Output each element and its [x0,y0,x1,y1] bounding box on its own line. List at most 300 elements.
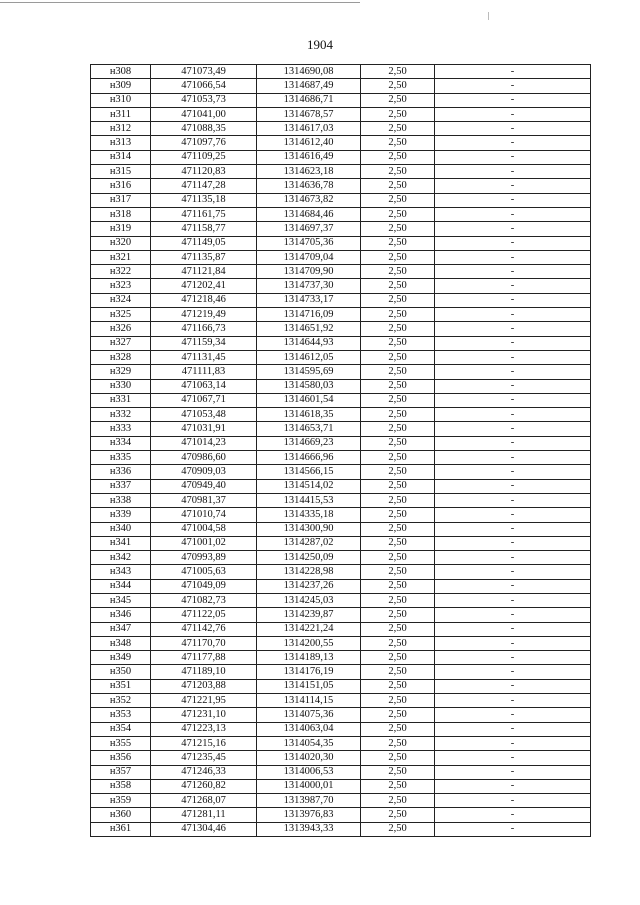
note-cell: - [435,579,591,593]
x-coordinate-cell: 471170,70 [151,636,257,650]
accuracy-cell: 2,50 [361,779,435,793]
table-row [91,308,591,322]
point-id-cell: н318 [91,207,151,221]
accuracy-cell: 2,50 [361,751,435,765]
point-id-cell: н345 [91,593,151,607]
point-id-cell: н343 [91,565,151,579]
y-coordinate-cell: 1314618,35 [257,408,361,422]
point-id-cell: н352 [91,694,151,708]
table-row [91,336,591,350]
accuracy-cell: 2,50 [361,694,435,708]
x-coordinate-cell: 471149,05 [151,236,257,250]
note-cell: - [435,636,591,650]
table-row [91,722,591,736]
note-cell: - [435,808,591,822]
y-coordinate-cell: 1314415,53 [257,493,361,507]
point-id-cell: н308 [91,65,151,79]
table-row [91,665,591,679]
point-id-cell: н347 [91,622,151,636]
accuracy-cell: 2,50 [361,436,435,450]
accuracy-cell: 2,50 [361,536,435,550]
y-coordinate-cell: 1314616,49 [257,150,361,164]
point-id-cell: н317 [91,193,151,207]
point-id-cell: н350 [91,665,151,679]
x-coordinate-cell: 471004,58 [151,522,257,536]
note-cell: - [435,236,591,250]
y-coordinate-cell: 1314636,78 [257,179,361,193]
table-row [91,365,591,379]
y-coordinate-cell: 1314300,90 [257,522,361,536]
y-coordinate-cell: 1314684,46 [257,207,361,221]
accuracy-cell: 2,50 [361,350,435,364]
point-id-cell: н337 [91,479,151,493]
table-row [91,508,591,522]
accuracy-cell: 2,50 [361,665,435,679]
point-id-cell: н338 [91,493,151,507]
x-coordinate-cell: 471073,49 [151,65,257,79]
y-coordinate-cell: 1314514,02 [257,479,361,493]
point-id-cell: н331 [91,393,151,407]
table-row [91,422,591,436]
table-row [91,379,591,393]
x-coordinate-cell: 471166,73 [151,322,257,336]
table-row [91,679,591,693]
note-cell: - [435,193,591,207]
y-coordinate-cell: 1314669,23 [257,436,361,450]
accuracy-cell: 2,50 [361,579,435,593]
note-cell: - [435,536,591,550]
point-id-cell: н341 [91,536,151,550]
table-row [91,565,591,579]
point-id-cell: н348 [91,636,151,650]
note-cell: - [435,279,591,293]
x-coordinate-cell: 471203,88 [151,679,257,693]
coordinates-table-body [91,65,591,837]
point-id-cell: н320 [91,236,151,250]
accuracy-cell: 2,50 [361,565,435,579]
accuracy-cell: 2,50 [361,279,435,293]
y-coordinate-cell: 1314653,71 [257,422,361,436]
y-coordinate-cell: 1314673,82 [257,193,361,207]
table-row [91,207,591,221]
point-id-cell: н323 [91,279,151,293]
table-row [91,193,591,207]
note-cell: - [435,422,591,436]
accuracy-cell: 2,50 [361,393,435,407]
y-coordinate-cell: 1314644,93 [257,336,361,350]
x-coordinate-cell: 471135,18 [151,193,257,207]
accuracy-cell: 2,50 [361,250,435,264]
table-row [91,79,591,93]
accuracy-cell: 2,50 [361,465,435,479]
top-rule [0,2,360,3]
point-id-cell: н325 [91,308,151,322]
y-coordinate-cell: 1314020,30 [257,751,361,765]
table-row [91,579,591,593]
point-id-cell: н357 [91,765,151,779]
y-coordinate-cell: 1314245,03 [257,593,361,607]
accuracy-cell: 2,50 [361,551,435,565]
x-coordinate-cell: 471010,74 [151,508,257,522]
y-coordinate-cell: 1314200,55 [257,636,361,650]
y-coordinate-cell: 1314006,53 [257,765,361,779]
coordinates-table [90,64,591,837]
point-id-cell: н328 [91,350,151,364]
note-cell: - [435,250,591,264]
note-cell: - [435,336,591,350]
note-cell: - [435,165,591,179]
y-coordinate-cell: 1314221,24 [257,622,361,636]
point-id-cell: н356 [91,751,151,765]
table-row [91,765,591,779]
x-coordinate-cell: 471135,87 [151,250,257,264]
accuracy-cell: 2,50 [361,207,435,221]
accuracy-cell: 2,50 [361,379,435,393]
note-cell: - [435,551,591,565]
point-id-cell: н332 [91,408,151,422]
accuracy-cell: 2,50 [361,622,435,636]
x-coordinate-cell: 471097,76 [151,136,257,150]
accuracy-cell: 2,50 [361,408,435,422]
point-id-cell: н354 [91,722,151,736]
accuracy-cell: 2,50 [361,107,435,121]
point-id-cell: н340 [91,522,151,536]
point-id-cell: н336 [91,465,151,479]
y-coordinate-cell: 1314176,19 [257,665,361,679]
y-coordinate-cell: 1314709,04 [257,250,361,264]
point-id-cell: н311 [91,107,151,121]
table-row [91,751,591,765]
x-coordinate-cell: 471053,48 [151,408,257,422]
table-row [91,279,591,293]
point-id-cell: н359 [91,794,151,808]
table-row [91,522,591,536]
note-cell: - [435,522,591,536]
note-cell: - [435,493,591,507]
note-cell: - [435,350,591,364]
x-coordinate-cell: 471218,46 [151,293,257,307]
point-id-cell: н324 [91,293,151,307]
point-id-cell: н321 [91,250,151,264]
y-coordinate-cell: 1314617,03 [257,122,361,136]
note-cell: - [435,565,591,579]
accuracy-cell: 2,50 [361,179,435,193]
point-id-cell: н361 [91,822,151,836]
table-row [91,465,591,479]
note-cell: - [435,751,591,765]
accuracy-cell: 2,50 [361,293,435,307]
x-coordinate-cell: 471067,71 [151,393,257,407]
point-id-cell: н319 [91,222,151,236]
note-cell: - [435,665,591,679]
y-coordinate-cell: 1313976,83 [257,808,361,822]
point-id-cell: н313 [91,136,151,150]
note-cell: - [435,222,591,236]
point-id-cell: н349 [91,651,151,665]
accuracy-cell: 2,50 [361,736,435,750]
accuracy-cell: 2,50 [361,93,435,107]
table-row [91,408,591,422]
accuracy-cell: 2,50 [361,322,435,336]
x-coordinate-cell: 471223,13 [151,722,257,736]
accuracy-cell: 2,50 [361,222,435,236]
table-row [91,65,591,79]
x-coordinate-cell: 471304,46 [151,822,257,836]
point-id-cell: н316 [91,179,151,193]
y-coordinate-cell: 1314733,17 [257,293,361,307]
note-cell: - [435,65,591,79]
y-coordinate-cell: 1314612,05 [257,350,361,364]
accuracy-cell: 2,50 [361,265,435,279]
accuracy-cell: 2,50 [361,508,435,522]
x-coordinate-cell: 471109,25 [151,150,257,164]
page-number: 1904 [307,37,333,52]
y-coordinate-cell: 1314697,37 [257,222,361,236]
point-id-cell: н358 [91,779,151,793]
point-id-cell: н327 [91,336,151,350]
x-coordinate-cell: 471066,54 [151,79,257,93]
table-row [91,322,591,336]
x-coordinate-cell: 471158,77 [151,222,257,236]
point-id-cell: н333 [91,422,151,436]
x-coordinate-cell: 471159,34 [151,336,257,350]
x-coordinate-cell: 471189,10 [151,665,257,679]
table-row [91,593,591,607]
accuracy-cell: 2,50 [361,236,435,250]
table-row [91,551,591,565]
y-coordinate-cell: 1313943,33 [257,822,361,836]
accuracy-cell: 2,50 [361,79,435,93]
x-coordinate-cell: 470949,40 [151,479,257,493]
accuracy-cell: 2,50 [361,150,435,164]
table-row [91,236,591,250]
note-cell: - [435,207,591,221]
y-coordinate-cell: 1314000,01 [257,779,361,793]
table-row [91,107,591,121]
point-id-cell: н353 [91,708,151,722]
note-cell: - [435,293,591,307]
y-coordinate-cell: 1314687,49 [257,79,361,93]
table-row [91,708,591,722]
y-coordinate-cell: 1314580,03 [257,379,361,393]
table-row [91,794,591,808]
point-id-cell: н326 [91,322,151,336]
x-coordinate-cell: 471231,10 [151,708,257,722]
x-coordinate-cell: 471111,83 [151,365,257,379]
accuracy-cell: 2,50 [361,308,435,322]
accuracy-cell: 2,50 [361,522,435,536]
x-coordinate-cell: 471221,95 [151,694,257,708]
x-coordinate-cell: 471202,41 [151,279,257,293]
x-coordinate-cell: 471049,09 [151,579,257,593]
accuracy-cell: 2,50 [361,765,435,779]
point-id-cell: н312 [91,122,151,136]
table-row [91,651,591,665]
accuracy-cell: 2,50 [361,336,435,350]
accuracy-cell: 2,50 [361,365,435,379]
accuracy-cell: 2,50 [361,65,435,79]
x-coordinate-cell: 471001,02 [151,536,257,550]
accuracy-cell: 2,50 [361,193,435,207]
y-coordinate-cell: 1314690,08 [257,65,361,79]
x-coordinate-cell: 471088,35 [151,122,257,136]
y-coordinate-cell: 1314716,09 [257,308,361,322]
y-coordinate-cell: 1314063,04 [257,722,361,736]
note-cell: - [435,722,591,736]
y-coordinate-cell: 1314595,69 [257,365,361,379]
x-coordinate-cell: 471131,45 [151,350,257,364]
y-coordinate-cell: 1314612,40 [257,136,361,150]
table-row [91,150,591,164]
accuracy-cell: 2,50 [361,608,435,622]
note-cell: - [435,93,591,107]
x-coordinate-cell: 471161,75 [151,207,257,221]
x-coordinate-cell: 471122,05 [151,608,257,622]
accuracy-cell: 2,50 [361,708,435,722]
table-row [91,822,591,836]
y-coordinate-cell: 1314335,18 [257,508,361,522]
x-coordinate-cell: 471281,11 [151,808,257,822]
accuracy-cell: 2,50 [361,165,435,179]
y-coordinate-cell: 1314601,54 [257,393,361,407]
x-coordinate-cell: 471142,76 [151,622,257,636]
x-coordinate-cell: 471063,14 [151,379,257,393]
y-coordinate-cell: 1314114,15 [257,694,361,708]
accuracy-cell: 2,50 [361,636,435,650]
x-coordinate-cell: 471215,16 [151,736,257,750]
table-row [91,222,591,236]
point-id-cell: н351 [91,679,151,693]
x-coordinate-cell: 471082,73 [151,593,257,607]
accuracy-cell: 2,50 [361,808,435,822]
x-coordinate-cell: 471053,73 [151,93,257,107]
x-coordinate-cell: 470993,89 [151,551,257,565]
note-cell: - [435,779,591,793]
x-coordinate-cell: 471235,45 [151,751,257,765]
x-coordinate-cell: 471147,28 [151,179,257,193]
accuracy-cell: 2,50 [361,422,435,436]
accuracy-cell: 2,50 [361,679,435,693]
note-cell: - [435,479,591,493]
note-cell: - [435,393,591,407]
point-id-cell: н346 [91,608,151,622]
point-id-cell: н334 [91,436,151,450]
x-coordinate-cell: 471120,83 [151,165,257,179]
note-cell: - [435,365,591,379]
note-cell: - [435,622,591,636]
note-cell: - [435,265,591,279]
table-row [91,250,591,264]
y-coordinate-cell: 1314686,71 [257,93,361,107]
note-cell: - [435,593,591,607]
x-coordinate-cell: 470986,60 [151,451,257,465]
note-cell: - [435,179,591,193]
table-row [91,436,591,450]
x-coordinate-cell: 471219,49 [151,308,257,322]
y-coordinate-cell: 1314075,36 [257,708,361,722]
y-coordinate-cell: 1314287,02 [257,536,361,550]
table-row [91,265,591,279]
point-id-cell: н330 [91,379,151,393]
accuracy-cell: 2,50 [361,493,435,507]
y-coordinate-cell: 1314228,98 [257,565,361,579]
accuracy-cell: 2,50 [361,451,435,465]
x-coordinate-cell: 471005,63 [151,565,257,579]
y-coordinate-cell: 1314623,18 [257,165,361,179]
y-coordinate-cell: 1314151,05 [257,679,361,693]
accuracy-cell: 2,50 [361,722,435,736]
table-row [91,694,591,708]
point-id-cell: н322 [91,265,151,279]
note-cell: - [435,408,591,422]
note-cell: - [435,508,591,522]
accuracy-cell: 2,50 [361,822,435,836]
note-cell: - [435,79,591,93]
table-row [91,608,591,622]
table-row [91,136,591,150]
y-coordinate-cell: 1314737,30 [257,279,361,293]
point-id-cell: н339 [91,508,151,522]
x-coordinate-cell: 471121,84 [151,265,257,279]
table-row [91,808,591,822]
point-id-cell: н314 [91,150,151,164]
accuracy-cell: 2,50 [361,794,435,808]
note-cell: - [435,436,591,450]
note-cell: - [435,679,591,693]
note-cell: - [435,794,591,808]
table-row [91,493,591,507]
y-coordinate-cell: 1314666,96 [257,451,361,465]
x-coordinate-cell: 471177,88 [151,651,257,665]
note-cell: - [435,122,591,136]
stray-mark [488,12,489,20]
table-row [91,736,591,750]
note-cell: - [435,822,591,836]
y-coordinate-cell: 1314651,92 [257,322,361,336]
point-id-cell: н344 [91,579,151,593]
y-coordinate-cell: 1314709,90 [257,265,361,279]
note-cell: - [435,765,591,779]
point-id-cell: н360 [91,808,151,822]
y-coordinate-cell: 1314250,09 [257,551,361,565]
point-id-cell: н315 [91,165,151,179]
note-cell: - [435,465,591,479]
point-id-cell: н310 [91,93,151,107]
x-coordinate-cell: 471268,07 [151,794,257,808]
x-coordinate-cell: 471041,00 [151,107,257,121]
note-cell: - [435,736,591,750]
y-coordinate-cell: 1314054,35 [257,736,361,750]
table-row [91,350,591,364]
note-cell: - [435,379,591,393]
x-coordinate-cell: 471246,33 [151,765,257,779]
y-coordinate-cell: 1313987,70 [257,794,361,808]
y-coordinate-cell: 1314705,36 [257,236,361,250]
x-coordinate-cell: 470909,03 [151,465,257,479]
x-coordinate-cell: 471031,91 [151,422,257,436]
note-cell: - [435,694,591,708]
accuracy-cell: 2,50 [361,136,435,150]
table-row [91,636,591,650]
accuracy-cell: 2,50 [361,651,435,665]
table-row [91,536,591,550]
accuracy-cell: 2,50 [361,122,435,136]
point-id-cell: н335 [91,451,151,465]
table-row [91,165,591,179]
table-row [91,179,591,193]
table-row [91,93,591,107]
y-coordinate-cell: 1314237,26 [257,579,361,593]
